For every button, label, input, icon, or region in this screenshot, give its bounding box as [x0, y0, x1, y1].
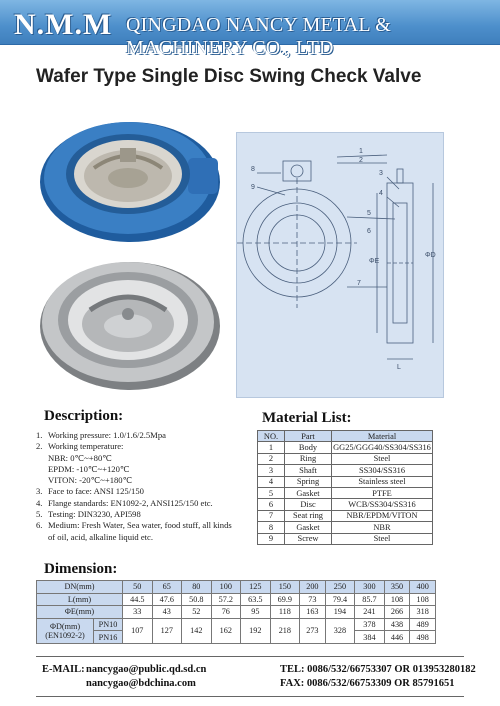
email-label: E-MAIL: — [42, 664, 85, 675]
list-item: NBR: 0℃~+80℃ — [48, 452, 112, 463]
fax-line: FAX: 0086/532/66753309 OR 85791651 — [280, 678, 455, 689]
callout-1: 1 — [359, 148, 363, 155]
callout-2: 2 — [359, 157, 363, 164]
table-row: 7 Seat ring NBR/EPDM/VITON — [258, 510, 433, 521]
list-item: of oil, acid, alkaline liquid etc. — [48, 531, 154, 542]
callout-7: 7 — [357, 280, 361, 287]
col-no: NO. — [258, 431, 285, 442]
tel-line: TEL: 0086/532/66753307 OR 013953280182 — [280, 664, 476, 675]
dimension-table — [36, 580, 436, 644]
table-row: 9 Screw Steel — [258, 533, 433, 544]
table-row: 8 Gasket NBR — [258, 522, 433, 533]
description-list — [36, 430, 246, 543]
email-primary: nancygao@public.qd.sd.cn — [86, 664, 207, 675]
table-row-d-pn16: PN16 384 446 498 — [37, 631, 436, 644]
dimension-heading: Dimension: — [44, 561, 118, 577]
list-item: 3. Face to face: ANSI 125/150 — [36, 486, 144, 497]
material-table — [257, 430, 433, 545]
table-row-l: L(mm) 44.5 47.6 50.8 57.2 63.5 69.9 73 79.4 85.7 108 108 — [37, 593, 436, 606]
list-item: 2. Working temperature: — [36, 441, 124, 452]
callout-8: 8 — [251, 166, 255, 173]
page-title: Wafer Type Single Disc Swing Check Valve — [36, 66, 422, 87]
table-row: 6 Disc WCB/SS304/SS316 — [258, 499, 433, 510]
table-row: 3 Shaft SS304/SS316 — [258, 465, 433, 476]
list-item: 5. Testing: DIN3230, API598 — [36, 509, 141, 520]
table-row: 4 Spring Stainless steel — [258, 476, 433, 487]
table-row: 5 Gasket PTFE — [258, 487, 433, 498]
material-heading: Material List: — [262, 410, 352, 426]
col-material: Material — [332, 431, 433, 442]
table-row-d-pn10: ΦD(mm) (EN1092-2) PN10 107 127 142 162 192 218 273 328 378 438 489 — [37, 618, 436, 631]
company-logo: N.M.M — [14, 8, 113, 41]
list-item: VITON: -20℃~+180℃ — [48, 475, 133, 486]
technical-drawing — [236, 132, 444, 398]
steel-valve-photo — [38, 254, 224, 394]
dim-phi-e: ΦE — [369, 258, 380, 265]
dim-l: L — [397, 364, 401, 371]
list-item: EPDM: -10℃~+120℃ — [48, 463, 130, 474]
blue-valve-photo — [38, 108, 224, 246]
col-part: Part — [285, 431, 332, 442]
callout-5: 5 — [367, 210, 371, 217]
table-row-dn: DN(mm) 50 65 80 100 125 150 200 250 300 350 400 — [37, 581, 436, 594]
footer-divider-top — [36, 656, 464, 657]
callout-4: 4 — [379, 190, 383, 197]
callout-6: 6 — [367, 228, 371, 235]
dim-phi-d: ΦD — [425, 252, 436, 259]
footer-divider-bottom — [36, 696, 464, 697]
table-row: 1 Body GG25/GGG40/SS304/SS316 — [258, 442, 433, 453]
description-heading: Description: — [44, 408, 124, 424]
email-secondary: nancygao@bdchina.com — [86, 678, 196, 689]
callout-9: 9 — [251, 184, 255, 191]
list-item: 6. Medium: Fresh Water, Sea water, food stuff, all kinds — [36, 520, 232, 531]
list-item: 4. Flange standards: EN1092-2, ANSI125/150 etc. — [36, 497, 213, 508]
list-item: 1. Working pressure: 1.0/1.6/2.5Mpa — [36, 430, 166, 440]
table-row: 2 Ring Steel — [258, 453, 433, 464]
company-name: QINGDAO NANCY METAL & MACHINERY CO., LTD — [126, 14, 391, 59]
callout-3: 3 — [379, 170, 383, 177]
table-row-e: ΦE(mm) 33 43 52 76 95 118 163 194 241 266 318 — [37, 606, 436, 619]
table-header-row — [258, 431, 433, 442]
